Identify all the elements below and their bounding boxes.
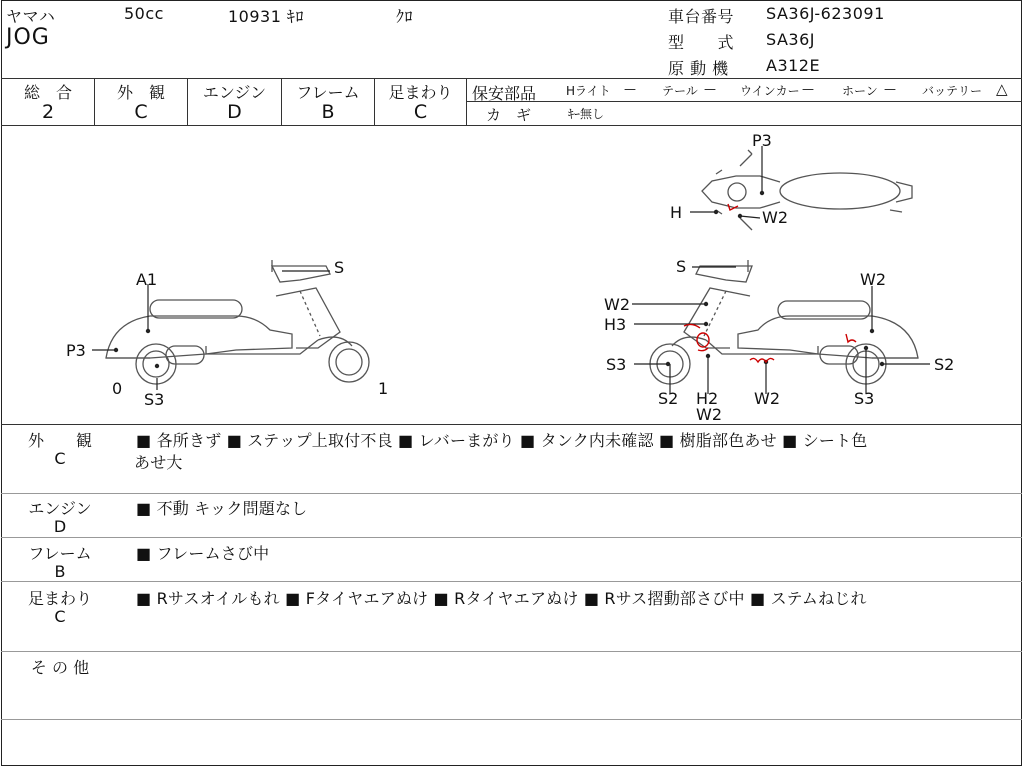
safety-item-horn: ホーン	[842, 84, 878, 98]
diagram-label: W2	[604, 295, 630, 314]
diagram-label: W2	[696, 405, 722, 424]
leader-lines	[92, 146, 930, 394]
grade-total-value: 2	[41, 101, 55, 123]
safety-item-headlight: Hライト	[566, 84, 611, 98]
section-engine-label: エンジン	[28, 499, 92, 518]
section-frame-grade: B	[54, 562, 66, 581]
diagram-label: 0	[112, 379, 123, 398]
color: ｸﾛ	[396, 7, 414, 26]
safety-item-battery: バッテリー	[922, 84, 983, 98]
section-other-label: そ の 他	[30, 658, 90, 677]
diagram-label: S3	[606, 355, 627, 374]
diagram-label: S	[676, 257, 687, 276]
frame-no: SA36J-623091	[766, 4, 885, 23]
grade-total-label: 総 合	[23, 83, 72, 102]
section-frame-label: フレーム	[28, 544, 92, 563]
diagram-label: S3	[854, 389, 875, 408]
section-suspension-grade: C	[54, 607, 66, 626]
safety-item-winker: ウインカー	[740, 84, 800, 98]
type-value: SA36J	[766, 30, 815, 49]
key-value: ｷｰ無し	[568, 107, 605, 121]
grade-engine-value: D	[227, 101, 242, 123]
grade-exterior-label: 外 観	[116, 83, 165, 102]
grade-suspension-value: C	[413, 101, 428, 123]
key-label: カ ギ	[486, 106, 532, 124]
diagram-label: 1	[378, 379, 389, 398]
type-label: 型 式	[668, 33, 735, 52]
grade-frame-label: フレーム	[296, 83, 360, 102]
handwritten-marks	[684, 204, 856, 362]
diagram-label: H3	[604, 315, 627, 334]
safety-item-battery-value: △	[996, 80, 1008, 98]
diagram-label: A1	[136, 270, 158, 289]
frame-no-label: 車台番号	[668, 7, 735, 26]
diagram-label: H2	[696, 389, 719, 408]
safety-item-horn-value: —	[884, 82, 896, 96]
section-exterior-grade: C	[54, 449, 66, 468]
diagram-label: P3	[752, 131, 772, 150]
scooter-top-view	[702, 150, 912, 230]
diagram-label: S3	[144, 390, 165, 409]
diagram-label: H	[670, 203, 683, 222]
divider	[1, 537, 1022, 538]
section-exterior-label: 外 観	[27, 431, 92, 450]
section-engine-text: ■ 不動 キック問題なし	[136, 499, 308, 518]
divider	[466, 101, 1022, 102]
diagram-label: W2	[762, 208, 788, 227]
divider	[1, 651, 1022, 652]
divider	[1, 581, 1022, 582]
divider	[1, 424, 1022, 425]
engine-label: 原 動 機	[668, 59, 729, 78]
section-suspension-text: ■ Rサスオイルもれ ■ Fタイヤエアぬけ ■ Rタイヤエアぬけ ■ Rサス摺動部さび中 ■ ステムねじれ	[136, 589, 867, 608]
divider	[466, 78, 467, 125]
diagram-label: P3	[66, 341, 86, 360]
safety-item-winker-value: —	[802, 82, 814, 96]
grade-suspension-label: 足まわり	[388, 83, 453, 102]
safety-item-headlight-value: —	[624, 82, 636, 96]
grade-exterior-value: C	[134, 101, 148, 123]
maker: ヤマハ	[6, 7, 56, 26]
grade-frame-value: B	[321, 101, 335, 123]
displacement: 50cc	[124, 4, 164, 23]
section-exterior-text-2: あせ大	[134, 453, 183, 472]
safety-item-tail: テール	[662, 84, 698, 98]
diagram-label: W2	[754, 389, 780, 408]
model-name: JOG	[6, 25, 50, 50]
divider	[1, 719, 1022, 720]
safety-item-tail-value: —	[704, 82, 716, 96]
safety-label: 保安部品	[472, 84, 537, 103]
engine-value: A312E	[766, 56, 821, 75]
diagram-label: S	[334, 258, 345, 277]
mileage: 10931 ｷﾛ	[228, 7, 304, 26]
section-frame-text: ■ フレームさび中	[136, 544, 270, 563]
grade-engine-label: エンジン	[202, 83, 267, 102]
diagram-label: S2	[934, 355, 955, 374]
divider	[1, 493, 1022, 494]
section-engine-grade: D	[53, 517, 67, 536]
divider	[1, 78, 1022, 79]
section-exterior-text: ■ 各所きず ■ ステップ上取付不良 ■ レバーまがり ■ タンク内未確認 ■ 樹脂部色あせ ■ シート色	[136, 431, 868, 450]
diagram-label: W2	[860, 270, 886, 289]
diagram-label: S2	[658, 389, 679, 408]
section-suspension-label: 足まわり	[27, 589, 92, 608]
